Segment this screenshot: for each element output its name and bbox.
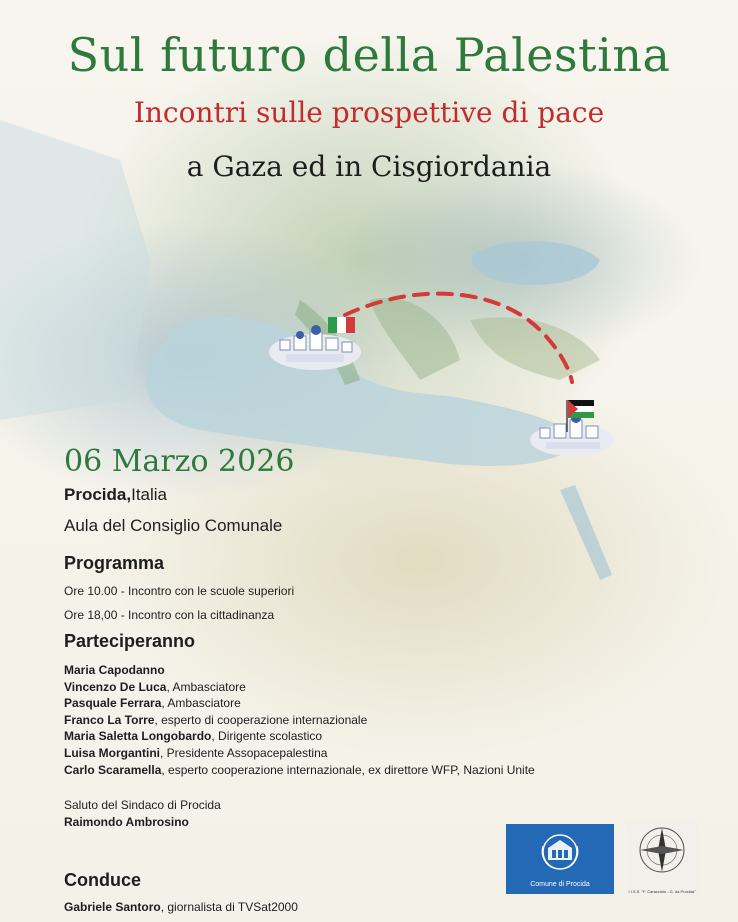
event-date: 06 Marzo 2026 bbox=[64, 444, 295, 479]
participants-list bbox=[64, 662, 535, 778]
participant: Pasquale Ferrara, Ambasciatore bbox=[64, 696, 241, 711]
red-sea bbox=[560, 485, 612, 580]
venue: Aula del Consiglio Comunale bbox=[64, 516, 283, 535]
country: Italia bbox=[131, 485, 168, 504]
comune-caption: Comune di Procida bbox=[530, 881, 590, 888]
conduce-person: Gabriele Santoro, giornalista di TVSat2000 bbox=[64, 900, 298, 914]
subtitle-2: a Gaza ed in Cisgiordania bbox=[186, 150, 552, 183]
saluto-text: Saluto del Sindaco di Procida bbox=[64, 798, 221, 812]
conduce-heading: Conduce bbox=[64, 870, 142, 890]
city: Procida, bbox=[64, 485, 132, 504]
participant: Maria Capodanno bbox=[64, 663, 165, 677]
participant: Maria Saletta Longobardo, Dirigente scolastico bbox=[64, 729, 323, 744]
italy-flag-icon bbox=[328, 317, 355, 333]
location bbox=[64, 485, 167, 505]
programma-item: Ore 10.00 - Incontro con le scuole superiori bbox=[64, 584, 295, 598]
istituto-caption: I.I.S.S. "F. Caracciolo - G. da Procida" bbox=[628, 889, 696, 894]
subtitle: Incontri sulle prospettive di pace bbox=[133, 96, 605, 129]
istituto-logo bbox=[626, 820, 698, 896]
sindaco-name: Raimondo Ambrosino bbox=[64, 815, 189, 829]
palestine-flag-icon bbox=[568, 400, 594, 418]
participant: Luisa Morgantini, Presidente Assopacepalestina bbox=[64, 745, 328, 760]
comune-logo bbox=[506, 824, 614, 894]
participant: Franco La Torre, esperto di cooperazione internazionale bbox=[64, 712, 368, 727]
balkans bbox=[370, 298, 460, 380]
title: Sul futuro della Palestina bbox=[67, 28, 671, 82]
black-sea bbox=[472, 241, 600, 285]
participant: Vincenzo De Luca, Ambasciatore bbox=[64, 679, 246, 694]
programma-item: Ore 18,00 - Incontro con la cittadinanza bbox=[64, 608, 275, 622]
participant: Carlo Scaramella, esperto cooperazione internazionale, ex direttore WFP, Nazioni Unite bbox=[64, 762, 535, 777]
compass-rose-icon bbox=[626, 820, 698, 882]
programma-heading: Programma bbox=[64, 553, 165, 573]
parteciperanno-heading: Parteciperanno bbox=[64, 631, 196, 651]
